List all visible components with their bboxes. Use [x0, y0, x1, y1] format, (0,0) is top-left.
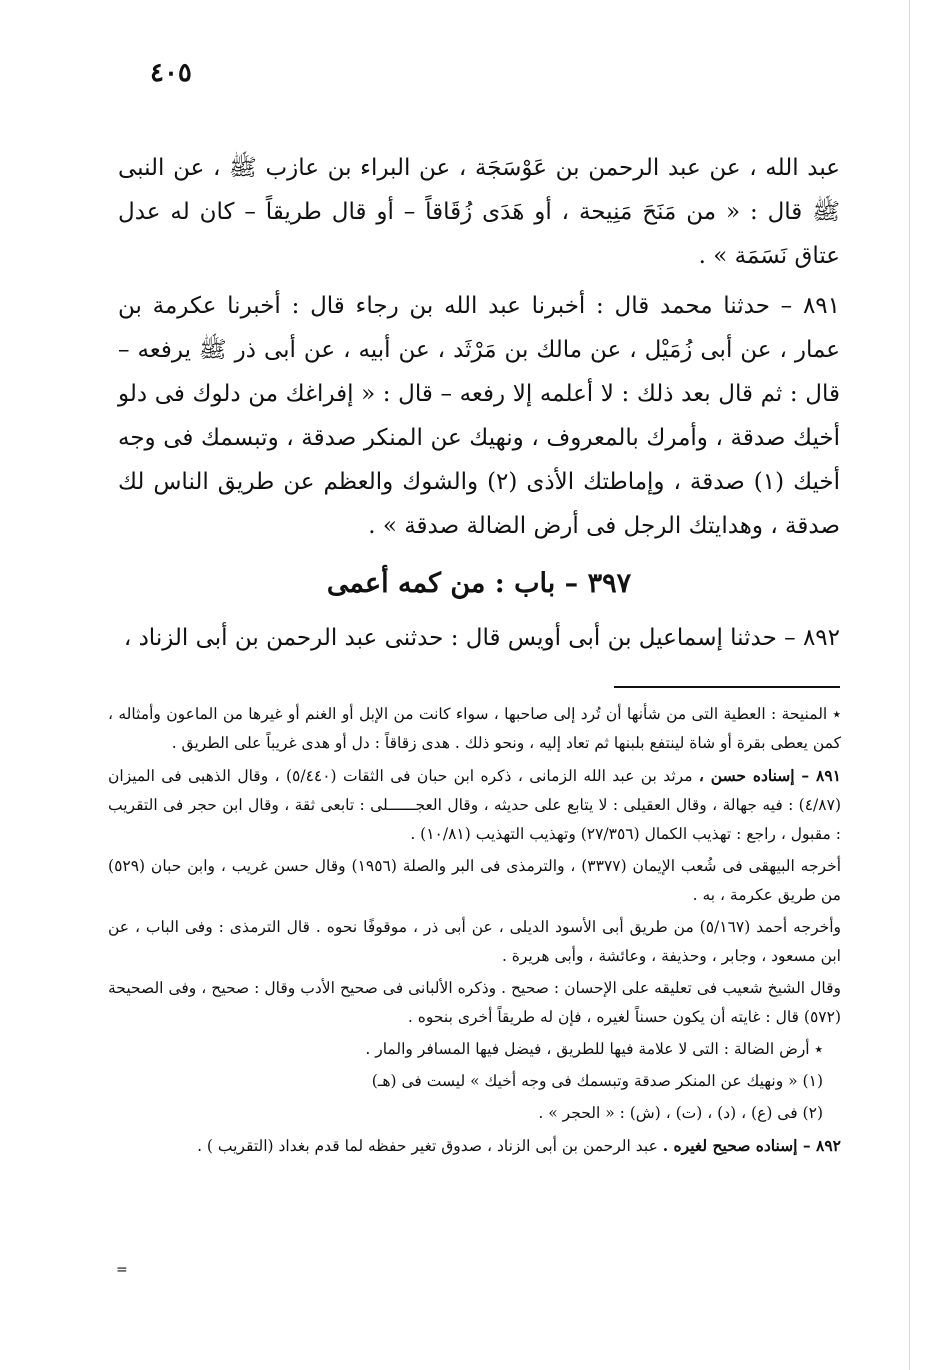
hadith-890-continuation — [118, 146, 840, 278]
hadith-891 — [118, 284, 840, 548]
footnote-891-takhrij-2: وأخرجه أحمد (٥/١٦٧) من طريق أبى الأسود الديلى ، عن أبى ذر ، موقوفًا نحوه . قال الترمذى : وفى الباب ، عن ابن مسعود ، وجابر ، وحذيفة ، وعائشة ، وأبى هريرة . — [108, 918, 841, 965]
footnote-dallah: ٭ أرض الضالة : التى لا علامة فيها للطريق ، فيضل فيها المسافر والمار . — [365, 1040, 823, 1058]
hadith-890-text: عبد الله ، عن عبد الرحمن بن عَوْسَجَة ، عن البراء بن عازب ﷺ ، عن النبى ﷺ قال : « من مَنَحَ مَنِيحة ، أو هَدَى زُقَاقاً – أو قال طريقاً – كان له عدل عتاق نَسَمَة » . — [118, 155, 840, 269]
footnote-1: (١) « ونهيك عن المنكر صدقة وتبسمك فى وجه أخيك » ليست فى (هـ) — [371, 1072, 823, 1090]
margin-mark: = — [116, 1262, 128, 1278]
footnote-2: (٢) فى (ع) ، (د) ، (ت) ، (ش) : « الحجر » . — [538, 1104, 823, 1122]
footnote-892-text: عبد الرحمن بن أبى الزناد ، صدوق تغير حفظه لما قدم بغداد (التقريب ) . — [197, 1137, 658, 1155]
footnote-892 — [108, 1131, 841, 1161]
footnote-separator — [614, 686, 840, 688]
hadith-891-text: ٨٩١ – حدثنا محمد قال : أخبرنا عبد الله بن رجاء قال : أخبرنا عكرمة بن عمار ، عن أبى زُمَيْل ، عن مالك بن مَرْثَد ، عن أبيه ، عن أبى ذر ﷺ يرفعه – قال : ثم قال بعد ذلك : لا أعلمه إلا رفعه – قال : « إفراغك من دلوك فى دلو أخيك صدقة ، وأمرك بالمعروف ، ونهيك عن المنكر صدقة ، وتبسمك فى وجه أخيك (١) صدقة ، وإماطتك الأذى (٢) والشوك والعظم عن طريق الناس لك صدقة ، وهدايتك الرجل فى أرض الضالة صدقة » . — [118, 293, 840, 539]
footnote-891-takhrij-1: أخرجه البيهقى فى شُعب الإيمان (٣٣٧٧) ، والترمذى فى البر والصلة (١٩٥٦) وقال حسن غريب ، وابن حبان (٥٢٩) من طريق عكرمة ، به . — [108, 857, 841, 904]
chapter-heading: ٣٩٧ – باب : من كمه أعمى — [326, 568, 632, 599]
footnotes — [108, 700, 841, 1164]
page-edge-line — [909, 0, 910, 1370]
footnote-891-text: مرثد بن عبد الله الزمانى ، ذكره ابن حبان فى الثقات (٥/٤٤٠) ، وقال الذهبى فى الميزان (٤/٨٧) : فيه جهالة ، وقال العقيلى : لا يتابع على حديثه ، وقال العجــــــلى : تابعى ثقة ، وقال ابن حجر فى التقريب : مقبول ، راجع : تهذيب الكمال (٢٧/٣٥٦) وتهذيب التهذيب (١٠/٨١) . — [108, 767, 841, 843]
footnote-manihah: ٭ المنيحة : العطية التى من شأنها أن تُرد إلى صاحبها ، سواء كانت من الإبل أو الغنم أو غيرها من الماعون وأمثاله ، كمن يعطى بقرة أو شاة لينتفع بلبنها ثم تعاد إليه ، ونحو ذلك . هدى زقاقاً : دل أو هدى غريباً على الطريق . — [108, 705, 841, 752]
footnote-892-label: ٨٩٢ – إسناده صحيح لغيره . — [662, 1136, 841, 1155]
page-number: ٤٠٥ — [150, 58, 192, 88]
footnote-891-takhrij-3: وقال الشيخ شعيب فى تعليقه على الإحسان : صحيح . وذكره الألبانى فى صحيح الأدب وقال : صحيح ، وفى الصحيحة (٥٧٢) قال : غايته أن يكون حسناً لغيره ، فإن له طريقاً أخرى بنحوه . — [108, 979, 841, 1026]
hadith-892 — [118, 616, 840, 660]
footnote-891-label: ٨٩١ – إسناده حسن ، — [698, 766, 841, 785]
hadith-892-text: ٨٩٢ – حدثنا إسماعيل بن أبى أويس قال : حدثنى عبد الرحمن بن أبى الزناد ، — [123, 625, 840, 651]
footnote-891 — [108, 761, 841, 849]
